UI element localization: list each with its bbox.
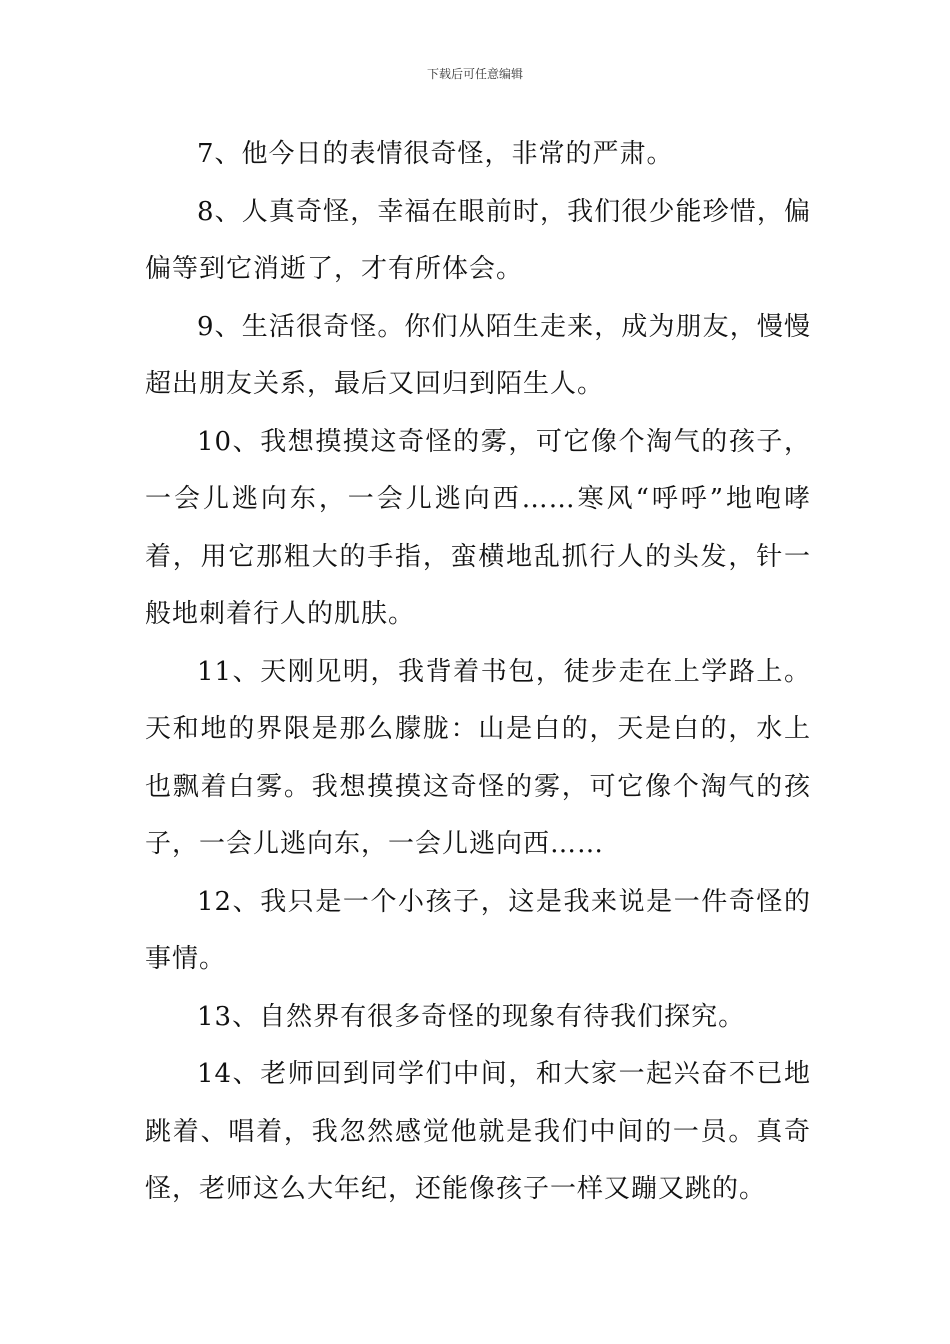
paragraph-11: 11、天刚见明，我背着书包，徒步走在上学路上。天和地的界限是那么朦胧：山是白的，天是白的，水上也飘着白雾。我想摸摸这奇怪的雾，可它像个淘气的孩子，一会儿逃向东，一会儿逃向西……	[145, 656, 811, 859]
page-header: 下载后可任意编辑	[426, 67, 523, 81]
document-body	[145, 126, 811, 1219]
paragraph-9: 9、生活很奇怪。你们从陌生走来，成为朋友，慢慢超出朋友关系，最后又回归到陌生人。	[145, 311, 811, 399]
paragraph-12: 12、我只是一个小孩子，这是我来说是一件奇怪的事情。	[145, 886, 811, 974]
paragraph-7: 7、他今日的表情很奇怪，非常的严肃。	[197, 139, 674, 169]
paragraph-13: 13、自然界有很多奇怪的现象有待我们探究。	[197, 1001, 746, 1032]
paragraph-14: 14、老师回到同学们中间，和大家一起兴奋不已地跳着、唱着，我忽然感觉他就是我们中间的一员。真奇怪，老师这么大年纪，还能像孩子一样又蹦又跳的。	[145, 1059, 811, 1204]
paragraph-8: 8、人真奇怪，幸福在眼前时，我们很少能珍惜，偏偏等到它消逝了，才有所体会。	[145, 196, 811, 284]
paragraph-10: 10、我想摸摸这奇怪的雾，可它像个淘气的孩子，一会儿逃向东，一会儿逃向西……寒风“呼呼”地咆哮着，用它那粗大的手指，蛮横地乱抓行人的头发，针一般地刺着行人的肌肤。	[145, 426, 811, 629]
